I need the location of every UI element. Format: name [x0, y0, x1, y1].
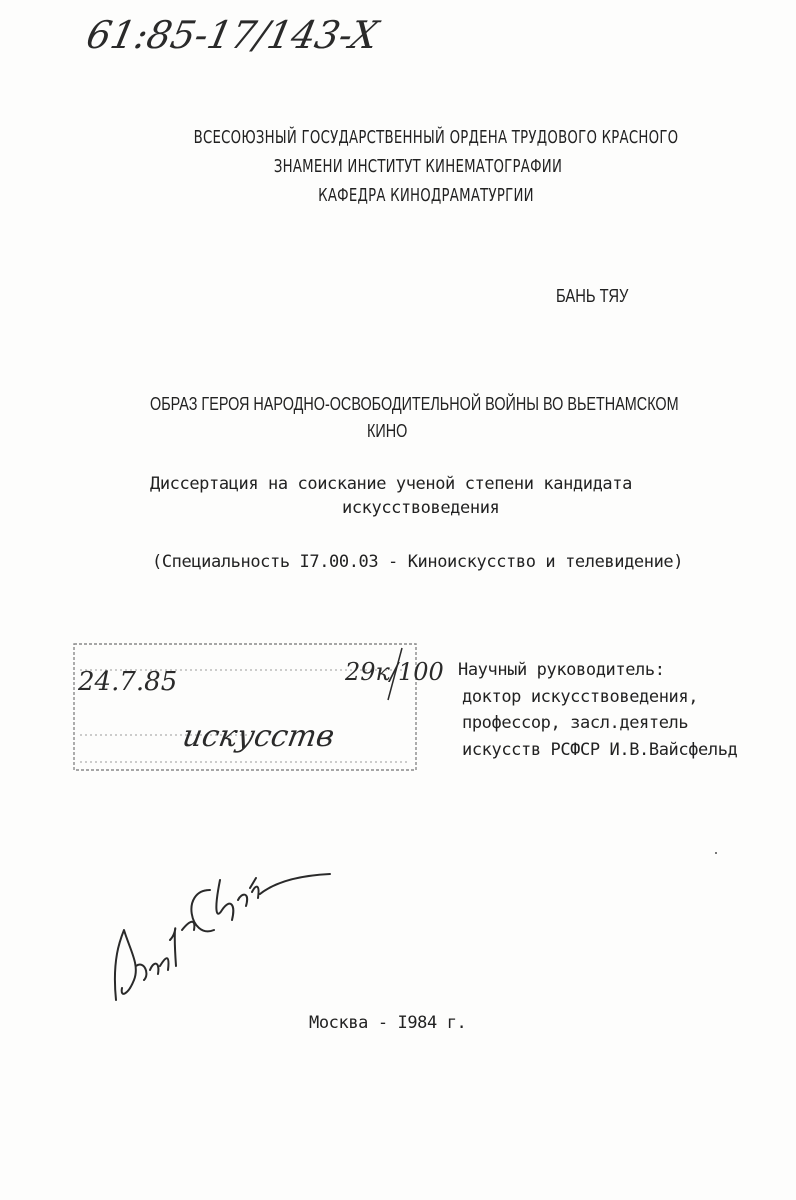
- specialty: (Специальность I7.00.03 - Киноискусство и телевидение): [152, 552, 684, 572]
- archive-code-text: 61:85-17/143-X: [82, 13, 387, 58]
- supervisor-line-1: Научный руководитель:: [458, 660, 665, 680]
- supervisor-line-4: искусств РСФСР И.В.Вайсфельд: [462, 740, 738, 760]
- stamp-field: искусств: [179, 719, 337, 754]
- handwritten-signature: [110, 870, 350, 1010]
- stamp-number: 29к/100: [345, 658, 444, 686]
- library-stamp: [70, 640, 444, 774]
- supervisor-line-2: доктор искусствоведения,: [462, 687, 699, 707]
- title-line-2: КИНО: [367, 421, 408, 441]
- dissertation-line-2: искусствоведения: [342, 498, 500, 518]
- institution-line-2: ЗНАМЕНИ ИНСТИТУТ КИНЕМАТОГРАФИИ: [273, 156, 563, 177]
- title-line-1: ОБРАЗ ГЕРОЯ НАРОДНО-ОСВОБОДИТЕЛЬНОЙ ВОЙНЫ ВО ВЬЕТНАМСКОМ: [150, 394, 679, 414]
- institution-line-3: КАФЕДРА КИНОДРАМАТУРГИИ: [318, 185, 534, 206]
- dissertation-line-1: Диссертация на соискание ученой степени кандидата: [150, 474, 632, 494]
- signature-stroke: [115, 874, 330, 1000]
- supervisor-line-3: профессор, засл.деятель: [462, 713, 689, 733]
- author-name: БАНЬ ТЯУ: [556, 286, 629, 306]
- place-and-year: Москва - I984 г.: [309, 1013, 467, 1033]
- stamp-date: 24.7.85: [78, 667, 178, 697]
- institution-line-1: ВСЕСОЮЗНЫЙ ГОСУДАРСТВЕННЫЙ ОРДЕНА ТРУДОВОГО КРАСНОГО: [193, 127, 679, 148]
- paper-speck: [715, 852, 717, 854]
- handwritten-archive-code: [82, 4, 392, 64]
